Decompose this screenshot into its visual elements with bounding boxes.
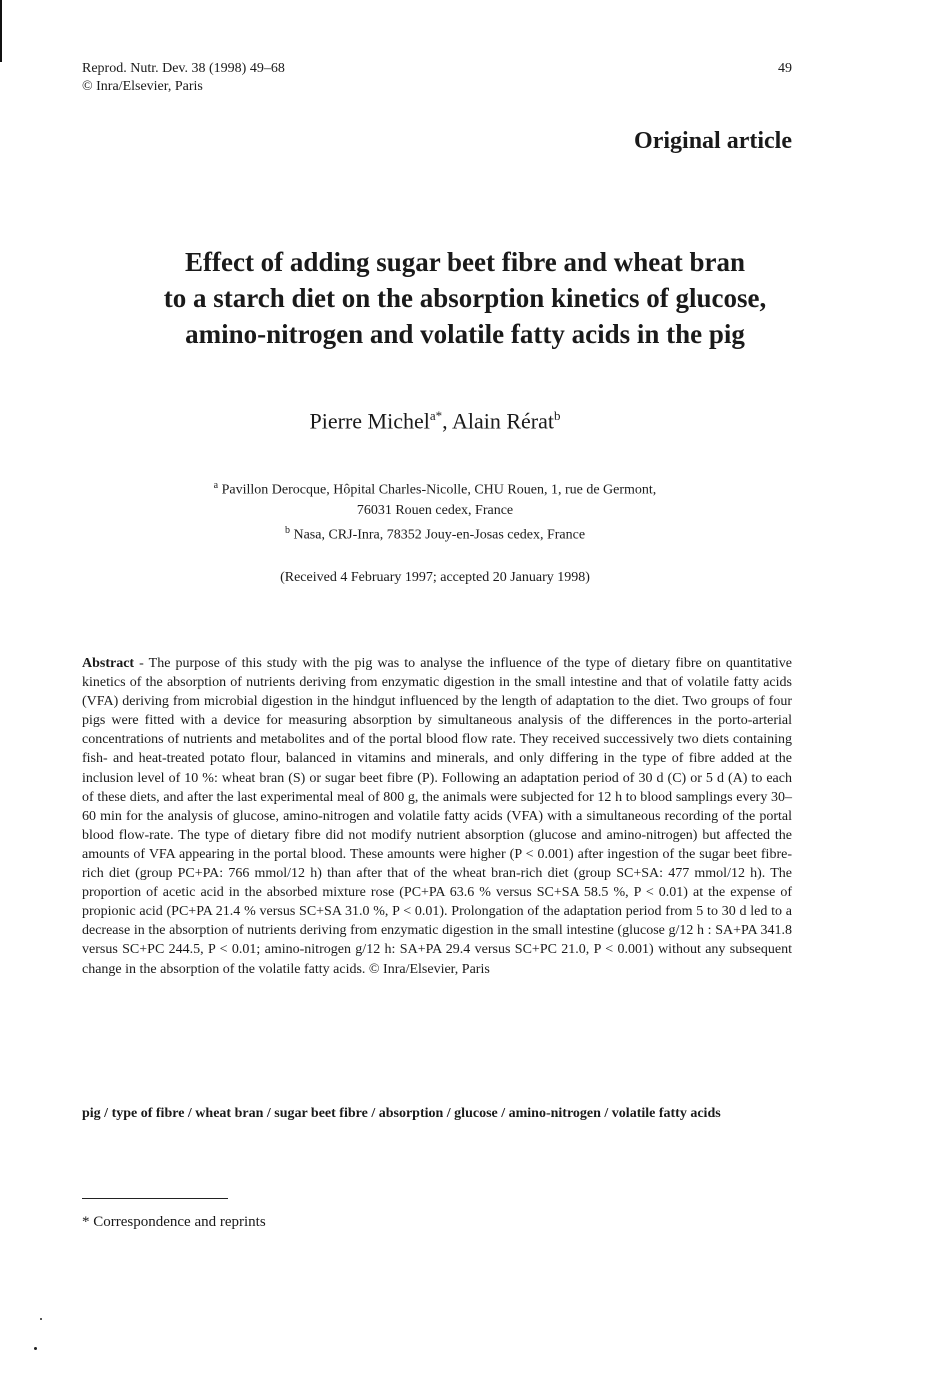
title-line: Effect of adding sugar beet fibre and wheat bran bbox=[184, 247, 745, 277]
copyright-line: © Inra/Elsevier, Paris bbox=[82, 79, 203, 94]
footnote-divider bbox=[82, 1198, 228, 1199]
page-number: 49 bbox=[778, 61, 792, 76]
affiliation-a bbox=[100, 476, 770, 501]
affiliations bbox=[100, 476, 770, 545]
abstract bbox=[82, 654, 792, 979]
article-type-label: Original article bbox=[634, 128, 792, 154]
author-affiliation-mark: b bbox=[553, 408, 561, 423]
affiliation-mark: b bbox=[284, 524, 290, 536]
scan-speck bbox=[34, 1347, 37, 1350]
journal-citation: Reprod. Nutr. Dev. 38 (1998) 49–68 bbox=[82, 61, 285, 76]
scan-speck bbox=[40, 1318, 42, 1320]
affiliation-mark: a bbox=[213, 480, 219, 491]
keywords: pig / type of fibre / wheat bran / sugar beet fibre / absorption / glucose / amino-nitrogen / volatile fatty acids bbox=[82, 1106, 721, 1121]
received-dates: (Received 4 February 1997; accepted 20 January 1998) bbox=[280, 570, 590, 585]
affiliation-text: Pavillon Derocque, Hôpital Charles-Nicolle, CHU Rouen, 1, rue de Germont, bbox=[218, 482, 657, 498]
correspondence-footnote: * Correspondence and reprints bbox=[82, 1214, 266, 1230]
author-separator: , bbox=[442, 408, 452, 434]
author-name: Alain Rérat bbox=[451, 408, 554, 434]
abstract-text: - The purpose of this study with the pig was to analyse the influence of the type of dietary fibre on quantitative kinetics of the absorption of nutrients deriving from enzymatic digestion in the small intestine and that of volatile fatty acids (VFA) deriving from microbial digestion in the hindgut influenced by the length of adaptation to the diet. Two groups of four pigs were fitted with a device for measuring absorption by simultaneous analysis of the differences in the porto-arterial concentrations of nutrients and metabolites and of the portal blood flow rate. They received successively two diets containing fish- and heat-treated potato flour, balanced in vitamins and minerals, and only differing in the type of fibre added at the inclusion level of 10 %: wheat bran (S) or sugar beet fibre (P). Following an adaptation period of 30 d (C) or 5 d (A) to each of these diets, and after the last experimental meal of 800 g, the animals were subjected for 12 h to blood samplings every 30–60 min for the analysis of glucose, amino-nitrogen and volatile fatty acids (VFA) with a simultaneous recording of the portal blood flow-rate. The type of dietary fibre did not modify nutrient absorption (glucose and amino-nitrogen) but affected the amounts of VFA appearing in the portal blood. These amounts were higher (P < 0.001) after ingestion of the sugar beet fibre-rich diet (group PC+PA: 766 mmol/12 h) than after that of the wheat bran-rich diet (group SC+SA: 477 mmol/12 h). The proportion of acetic acid in the absorbed mixture rose (PC+PA 63.6 % versus SC+SA 58.5 %, P < 0.01) at the expense of propionic acid (PC+PA 21.4 % versus SC+SA 31.0 %, P < 0.01). Prolongation of the adaptation period from 5 to 30 d led to a decrease in the absorption of nutrients deriving from enzymatic digestion in the small intestine (glucose g/12 h : SA+PA 341.8 versus SC+PC 244.5, P < 0.01; amino-nitrogen g/12 h: SA+PA 29.4 versus SC+PC 21.0, P < 0.001) without any subsequent change in the absorption of the volatile fatty acids. © Inra/Elsevier, Paris bbox=[82, 656, 792, 977]
abstract-heading: Abstract bbox=[82, 656, 135, 671]
title-line: to a starch diet on the absorption kinetics of glucose, bbox=[163, 283, 767, 313]
author-affiliation-mark: a* bbox=[429, 408, 443, 423]
affiliation-b bbox=[100, 521, 770, 546]
title-line: amino-nitrogen and volatile fatty acids in the pig bbox=[185, 319, 745, 349]
article-title bbox=[60, 244, 870, 352]
affiliation-text: Nasa, CRJ-Inra, 78352 Jouy-en-Josas cedex, France bbox=[289, 527, 586, 543]
scan-edge-mark bbox=[0, 0, 2, 62]
author-name: Pierre Michel bbox=[309, 408, 430, 434]
affiliation-text: 76031 Rouen cedex, France bbox=[356, 502, 514, 518]
running-header bbox=[82, 60, 792, 96]
author-list bbox=[0, 408, 870, 434]
